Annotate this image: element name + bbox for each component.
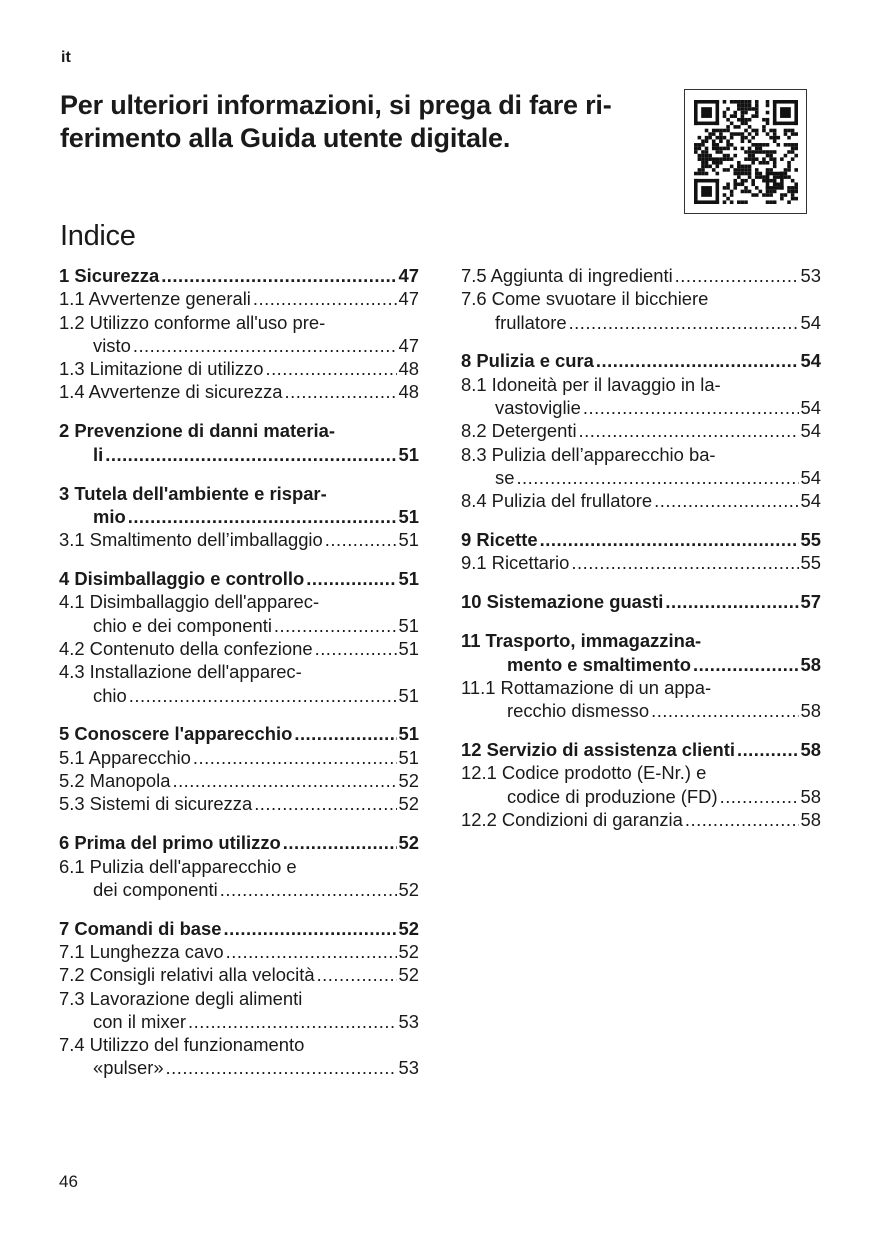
toc-entry-label: codice di produzione (FD) xyxy=(507,785,718,807)
toc-entry[interactable] xyxy=(59,746,419,769)
toc-entry-label: 7 Comandi di base xyxy=(59,917,222,939)
toc-entry[interactable] xyxy=(59,769,419,792)
toc-entry-label: recchio dismesso xyxy=(507,700,650,722)
toc-entry-page: 47 xyxy=(398,265,419,286)
toc-entry-label: mento e smaltimento xyxy=(507,653,691,675)
toc-dot-leader xyxy=(161,264,396,287)
toc-entry-label: 7.4 Utilizzo del funzionamento xyxy=(59,1034,305,1056)
toc-entry-label: frullatore xyxy=(495,311,567,333)
toc-dot-leader xyxy=(596,349,799,372)
toc-right-column xyxy=(461,264,821,831)
toc-dot-leader xyxy=(193,746,397,769)
toc-entry-label: 12.2 Condizioni di garanzia xyxy=(461,808,683,830)
toc-entry-label: 8.2 Detergenti xyxy=(461,420,577,442)
toc-entry-label: 9.1 Ricettario xyxy=(461,552,570,574)
toc-entry-label: chio e dei componenti xyxy=(93,614,272,636)
toc-entry-page: 51 xyxy=(398,443,419,465)
toc-dot-leader xyxy=(579,419,799,442)
toc-entry[interactable] xyxy=(59,1033,419,1080)
toc-dot-leader xyxy=(685,808,799,831)
toc-entry[interactable] xyxy=(461,373,821,420)
toc-entry[interactable] xyxy=(59,963,419,986)
toc-entry-label: 1.1 Avvertenze generali xyxy=(59,288,251,310)
toc-entry-label: 5.3 Sistemi di sicurezza xyxy=(59,793,253,815)
toc-entry[interactable] xyxy=(59,264,419,287)
toc-entry[interactable] xyxy=(59,482,419,529)
toc-entry[interactable] xyxy=(59,855,419,902)
toc-dot-leader xyxy=(571,551,798,574)
toc-dot-leader xyxy=(265,357,396,380)
toc-dot-leader xyxy=(654,489,798,512)
toc-entry-label: 10 Sistemazione guasti xyxy=(461,591,664,613)
toc-entry-page: 55 xyxy=(800,529,821,551)
toc-entry-page: 55 xyxy=(800,552,821,574)
toc-entry-page: 53 xyxy=(398,1057,419,1079)
toc-entry-page: 51 xyxy=(398,723,419,745)
toc-entry[interactable] xyxy=(59,831,419,854)
toc-entry-label: 8.1 Idoneità per il lavaggio in la- xyxy=(461,373,721,395)
toc-entry-page: 52 xyxy=(398,917,419,939)
headline-line-1: Per ulteriori informazioni, si prega di fare ri- xyxy=(60,90,612,120)
toc-entry-label: 1.3 Limitazione di utilizzo xyxy=(59,358,264,380)
toc-entry-page: 58 xyxy=(800,700,821,722)
toc-entry-page: 52 xyxy=(398,793,419,815)
toc-dot-leader xyxy=(294,722,396,745)
toc-entry[interactable] xyxy=(461,551,821,574)
toc-entry-page: 52 xyxy=(398,832,419,854)
toc-title: Indice xyxy=(60,220,136,252)
toc-entry-page: 51 xyxy=(398,614,419,636)
toc-entry[interactable] xyxy=(461,287,821,334)
toc-dot-leader xyxy=(254,792,396,815)
toc-entry-label: 6.1 Pulizia dell'apparecchio e xyxy=(59,855,297,877)
toc-entry-page: 51 xyxy=(398,529,419,551)
toc-entry-page: 54 xyxy=(800,420,821,442)
toc-entry-label: 3 Tutela dell'ambiente e rispar- xyxy=(59,482,327,504)
page-number: 46 xyxy=(59,1172,78,1191)
headline-line-2: ferimento alla Guida utente digitale. xyxy=(60,123,511,153)
toc-dot-leader xyxy=(317,963,397,986)
toc-entry-page: 54 xyxy=(800,311,821,333)
toc-entry-label: 11 Trasporto, immagazzina- xyxy=(461,630,702,652)
toc-dot-leader xyxy=(651,699,798,722)
toc-dot-leader xyxy=(253,287,397,310)
toc-entry-page: 58 xyxy=(800,785,821,807)
toc-dot-leader xyxy=(516,466,798,489)
toc-entry-label: 1.4 Avvertenze di sicurezza xyxy=(59,381,283,403)
toc-entry-page: 51 xyxy=(398,505,419,527)
toc-dot-leader xyxy=(274,614,397,637)
qr-code[interactable] xyxy=(684,89,807,214)
toc-entry[interactable] xyxy=(59,917,419,940)
toc-entry-label: «pulser» xyxy=(93,1057,164,1079)
toc-entry-page: 51 xyxy=(398,746,419,768)
toc-entry-label: dei componenti xyxy=(93,878,218,900)
toc-entry-label: 4.2 Contenuto della confezione xyxy=(59,637,313,659)
toc-entry[interactable] xyxy=(461,629,821,676)
toc-dot-leader xyxy=(675,264,799,287)
toc-entry[interactable] xyxy=(59,590,419,637)
toc-entry-label: 4.3 Installazione dell'apparec- xyxy=(59,661,302,683)
toc-entry-page: 51 xyxy=(398,637,419,659)
toc-entry-page: 58 xyxy=(800,808,821,830)
toc-entry[interactable] xyxy=(461,419,821,442)
toc-entry-label: vastoviglie xyxy=(495,397,581,419)
toc-dot-leader xyxy=(693,653,799,676)
toc-entry-label: chio xyxy=(93,684,127,706)
toc-entry[interactable] xyxy=(461,590,821,613)
toc-entry[interactable] xyxy=(461,808,821,831)
toc-entry-label: 3.1 Smaltimento dell’imballaggio xyxy=(59,529,323,551)
toc-entry-label: con il mixer xyxy=(93,1010,186,1032)
toc-entry-label: 7.5 Aggiunta di ingredienti xyxy=(461,265,673,286)
toc-entry[interactable] xyxy=(461,761,821,808)
toc-entry-page: 54 xyxy=(800,397,821,419)
toc-dot-leader xyxy=(172,769,396,792)
toc-entry-page: 51 xyxy=(398,684,419,706)
toc-dot-leader xyxy=(306,567,396,590)
toc-entry-label: mio xyxy=(93,505,126,527)
toc-entry-label: 11.1 Rottamazione di un appa- xyxy=(461,676,712,698)
toc-entry[interactable] xyxy=(59,287,419,310)
toc-entry[interactable] xyxy=(59,987,419,1034)
toc-entry-page: 52 xyxy=(398,964,419,986)
toc-entry-page: 58 xyxy=(800,653,821,675)
toc-entry[interactable] xyxy=(59,722,419,745)
toc-left-column xyxy=(59,264,419,1080)
toc-entry[interactable] xyxy=(461,676,821,723)
toc-entry-label: se xyxy=(495,466,515,488)
toc-entry-label: visto xyxy=(93,334,131,356)
toc-entry[interactable] xyxy=(59,528,419,551)
toc-entry[interactable] xyxy=(59,419,419,466)
toc-entry-label: 7.6 Come svuotare il bicchiere xyxy=(461,288,709,310)
toc-entry[interactable] xyxy=(59,792,419,815)
toc-entry[interactable] xyxy=(59,380,419,403)
toc-dot-leader xyxy=(540,528,799,551)
toc-entry-page: 54 xyxy=(800,490,821,512)
language-tag: it xyxy=(61,49,71,66)
toc-entry-page: 53 xyxy=(800,265,821,286)
toc-entry-page: 52 xyxy=(398,878,419,900)
toc-entry-label: 1.2 Utilizzo conforme all'uso pre- xyxy=(59,311,326,333)
toc-dot-leader xyxy=(737,738,799,761)
headline xyxy=(60,89,670,155)
toc-entry-page: 51 xyxy=(398,568,419,590)
toc-dot-leader xyxy=(128,505,397,528)
toc-entry[interactable] xyxy=(59,357,419,380)
toc-entry-label: 5 Conoscere l'apparecchio xyxy=(59,723,293,745)
toc-dot-leader xyxy=(569,311,799,334)
toc-entry-label: 4 Disimballaggio e controllo xyxy=(59,568,305,590)
toc-entry-page: 58 xyxy=(800,739,821,761)
toc-dot-leader xyxy=(220,878,397,901)
toc-entry-label: 2 Prevenzione di danni materia- xyxy=(59,420,335,442)
toc-entry-page: 48 xyxy=(398,358,419,380)
toc-entry-label: 8 Pulizia e cura xyxy=(461,350,594,372)
toc-entry[interactable] xyxy=(461,738,821,761)
toc-entry-label: 6 Prima del primo utilizzo xyxy=(59,832,281,854)
toc-entry-label: 9 Ricette xyxy=(461,529,538,551)
toc-entry-page: 52 xyxy=(398,940,419,962)
toc-entry-label: 5.2 Manopola xyxy=(59,770,171,792)
toc-dot-leader xyxy=(583,396,799,419)
toc-dot-leader xyxy=(188,1010,397,1033)
toc-entry-label: li xyxy=(93,443,104,465)
toc-dot-leader xyxy=(315,637,397,660)
toc-entry[interactable] xyxy=(461,489,821,512)
toc-dot-leader xyxy=(283,831,397,854)
qr-code-icon xyxy=(694,100,798,204)
toc-dot-leader xyxy=(129,684,397,707)
toc-dot-leader xyxy=(166,1056,397,1079)
toc-entry[interactable] xyxy=(59,567,419,590)
toc-entry-label: 12 Servizio di assistenza clienti xyxy=(461,739,735,761)
toc-entry-page: 57 xyxy=(800,591,821,613)
toc-entry-label: 12.1 Codice prodotto (E-Nr.) e xyxy=(461,762,707,784)
toc-entry[interactable] xyxy=(59,660,419,707)
toc-dot-leader xyxy=(226,940,397,963)
toc-dot-leader xyxy=(133,334,397,357)
toc-entry-label: 7.3 Lavorazione degli alimenti xyxy=(59,987,303,1009)
toc-dot-leader xyxy=(325,528,397,551)
toc-entry-page: 47 xyxy=(398,288,419,310)
toc-entry-label: 1 Sicurezza xyxy=(59,265,160,286)
toc-entry[interactable] xyxy=(59,940,419,963)
toc-dot-leader xyxy=(224,917,397,940)
toc-dot-leader xyxy=(720,785,799,808)
toc-entry-page: 52 xyxy=(398,770,419,792)
toc-entry-label: 7.2 Consigli relativi alla velocità xyxy=(59,964,315,986)
toc-entry-label: 4.1 Disimballaggio dell'apparec- xyxy=(59,591,320,613)
toc-entry-page: 54 xyxy=(800,350,821,372)
toc-entry[interactable] xyxy=(461,443,821,490)
toc-entry[interactable] xyxy=(461,349,821,372)
toc-entry-label: 7.1 Lunghezza cavo xyxy=(59,940,224,962)
toc-entry[interactable] xyxy=(461,264,821,287)
toc-entry[interactable] xyxy=(59,311,419,358)
toc-entry-label: 5.1 Apparecchio xyxy=(59,746,191,768)
toc-dot-leader xyxy=(285,380,397,403)
toc-entry-page: 47 xyxy=(398,334,419,356)
toc-entry-page: 53 xyxy=(398,1010,419,1032)
toc-entry-page: 54 xyxy=(800,466,821,488)
toc-dot-leader xyxy=(665,590,798,613)
toc-entry[interactable] xyxy=(461,528,821,551)
toc-dot-leader xyxy=(105,443,396,466)
toc-entry[interactable] xyxy=(59,637,419,660)
toc-entry-label: 8.4 Pulizia del frullatore xyxy=(461,490,653,512)
toc-entry-label: 8.3 Pulizia dell’apparecchio ba- xyxy=(461,443,716,465)
toc-entry-page: 48 xyxy=(398,381,419,403)
